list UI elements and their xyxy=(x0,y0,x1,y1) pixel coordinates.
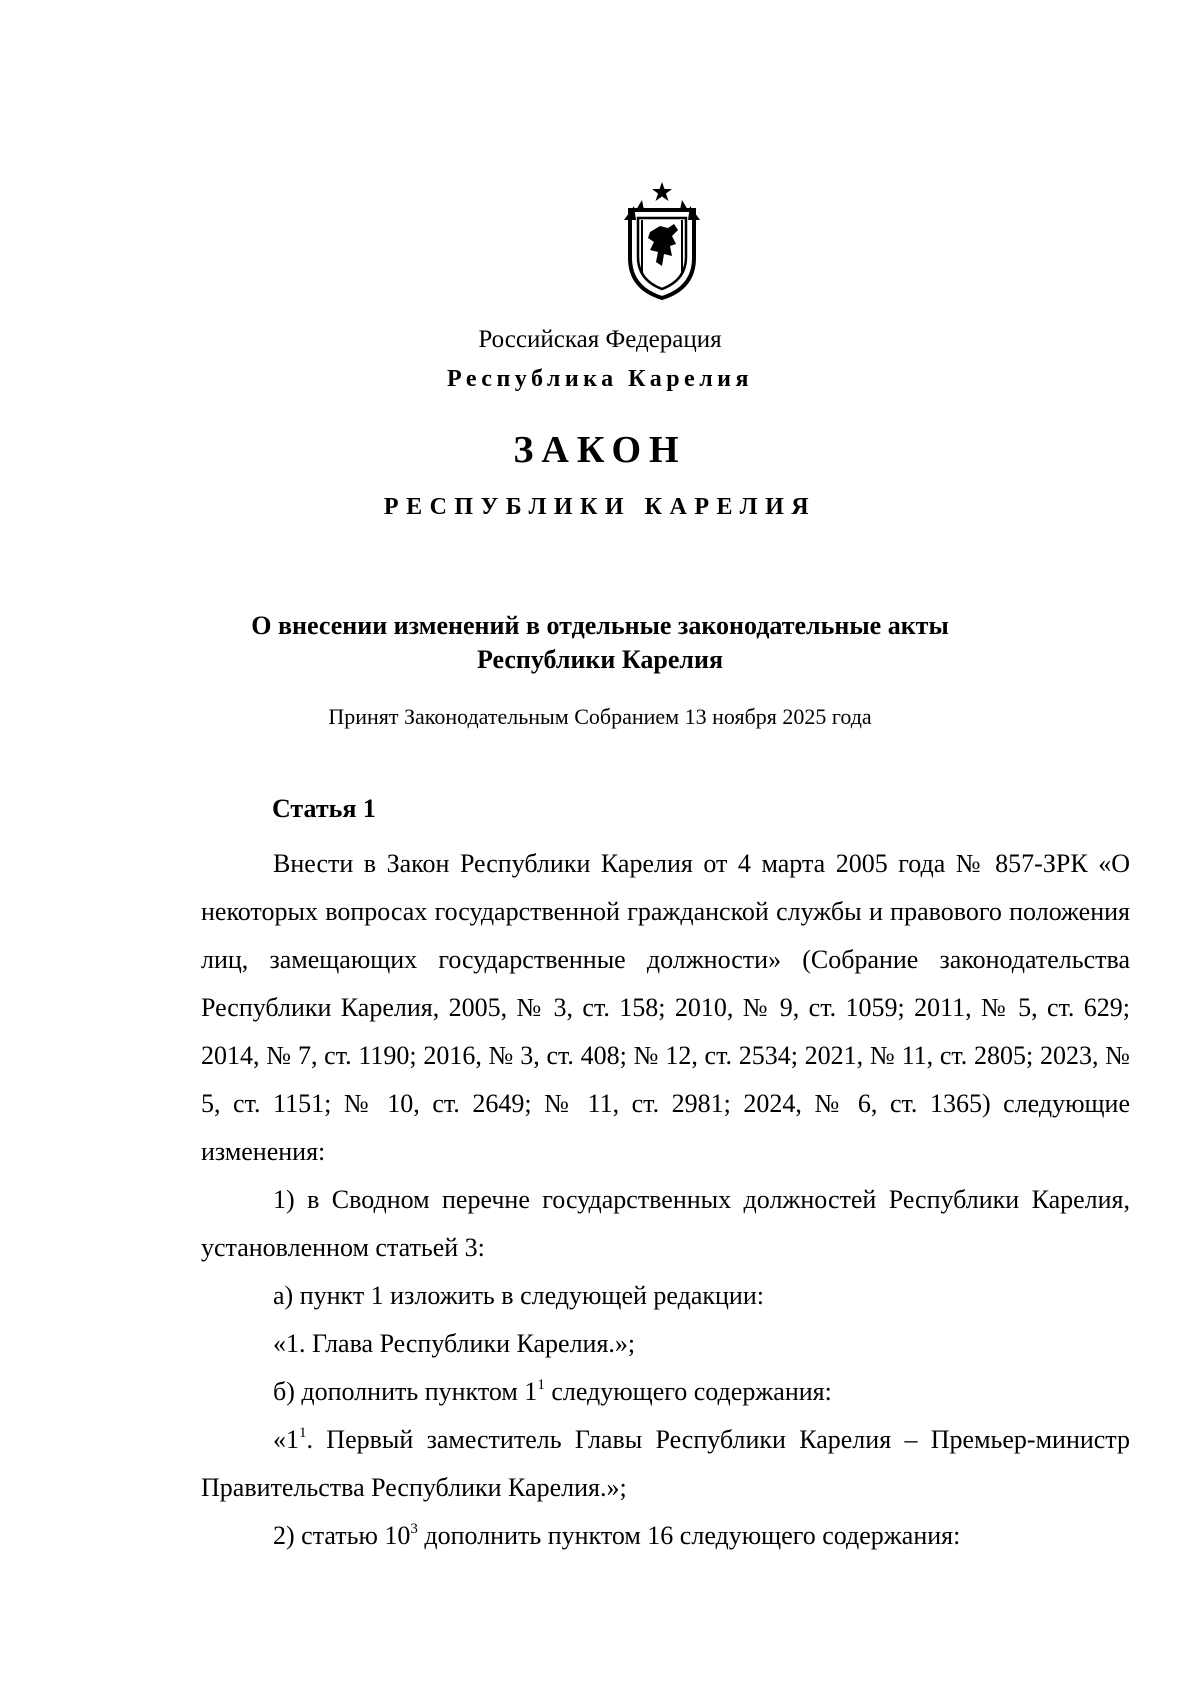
law-title: ЗАКОН xyxy=(513,429,687,471)
article-body xyxy=(201,840,1130,1560)
item-2-superscript: 3 xyxy=(410,1521,418,1537)
republic-name: Республика Карелия xyxy=(447,366,753,392)
country-name: Российская Федерация xyxy=(478,326,722,353)
article-intro-paragraph: Внести в Закон Республики Карелия от 4 марта 2005 года № 857-ЗРК «О некоторых вопросах государственной гражданской службы и правового положения лиц, замещающих государственные должности» (Собрание законодательства Республики Карелия, 2005, № 3, ст. 158; 2010, № 9, ст. 1059; 2011, № 5, ст. 629; 2014, № 7, ст. 1190; 2016, № 3, ст. 408; № 12, ст. 2534; 2021, № 11, ст. 2805; 2023, № 5, ст. 1151; № 10, ст. 2649; № 11, ст. 2981; 2024, № 6, ст. 1365) следующие изменения: xyxy=(201,849,1130,1166)
item-2-text-start: 2) статью 10 xyxy=(273,1521,411,1550)
law-subtitle: РЕСПУБЛИКИ КАРЕЛИЯ xyxy=(383,494,817,520)
item-1b-quote-start: «1 xyxy=(273,1425,299,1454)
item-1b-superscript: 1 xyxy=(537,1377,545,1393)
coat-of-arms-icon xyxy=(616,180,708,300)
item-1a-text-paragraph: «1. Глава Республики Карелия.»; xyxy=(273,1329,636,1358)
item-2-text-end: дополнить пунктом 16 следующего содержания: xyxy=(417,1521,961,1550)
item-1b-paragraph xyxy=(201,1368,1130,1416)
article-heading: Статья 1 xyxy=(272,794,376,823)
item-1b-text-end: следующего содержания: xyxy=(544,1377,832,1406)
item-1-paragraph: 1) в Сводном перечне государственных должностей Республики Карелия, установленном статьей 3: xyxy=(201,1185,1130,1262)
item-1b-quote-paragraph xyxy=(201,1416,1130,1512)
document-title xyxy=(0,609,1200,677)
item-1a-paragraph: а) пункт 1 изложить в следующей редакции: xyxy=(273,1281,764,1310)
document-title-line1: О внесении изменений в отдельные законодательные акты xyxy=(251,611,949,640)
item-1b-quote-superscript: 1 xyxy=(299,1425,307,1441)
item-2-paragraph xyxy=(201,1512,1130,1560)
item-1b-quote-end: . Первый заместитель Главы Республики Карелия – Премьер-министр Правительства Республики Карелия.»; xyxy=(201,1425,1130,1502)
document-title-line2: Республики Карелия xyxy=(476,645,724,674)
item-1b-text-start: б) дополнить пунктом 1 xyxy=(273,1377,538,1406)
adoption-statement: Принят Законодательным Собранием 13 ноября 2025 года xyxy=(328,704,872,729)
